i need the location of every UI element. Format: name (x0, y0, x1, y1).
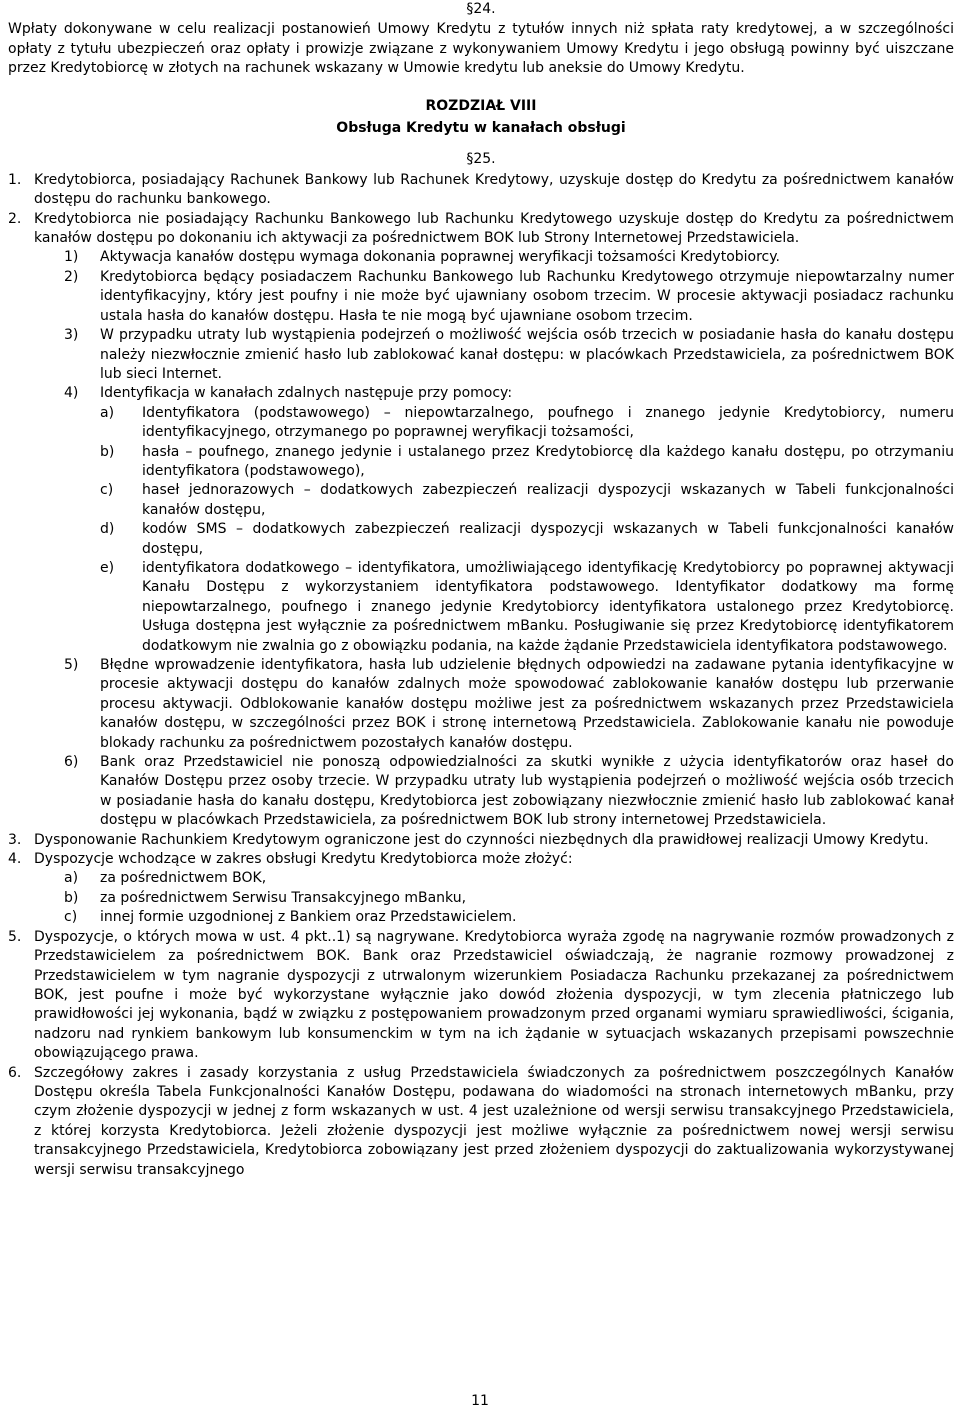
sub-list-item: 6) Bank oraz Przedstawiciel nie ponoszą odpowiedzialności za skutki wynikłe z użycia identyfikatorów oraz haseł do Kanałów Dostępu przez osoby trzecie. W przypadku utraty lub wystąpienia podejrzeń o możliwość wejścia osób trzecich w posiadanie hasła do kanału dostępu, Kredytobiorca jest zobowiązany niezwłocznie zmienić hasło lub zablokować kanał dostępu w placówkach Przedstawiciela, za pośrednictwem BOK lub strony internetowej Przedstawiciela. (64, 754, 954, 829)
identification-item: a) Identyfikatora (podstawowego) – niepowtarzalnego, poufnego i znanego jedynie Kredytobiorcy, numeru identyfikacyjnego, otrzymanego po poprawnej weryfikacji tożsamości, (100, 404, 954, 441)
channel-item: b) za pośrednictwem Serwisu Transakcyjnego mBanku, (64, 889, 467, 906)
sub-list-item: 1) Aktywacja kanałów dostępu wymaga dokonania poprawnej weryfikacji tożsamości Kredytobiorcy. (64, 249, 780, 266)
chapter-subtitle: Obsługa Kredytu w kanałach obsługi (336, 120, 626, 137)
identification-item: d) kodów SMS – dodatkowych zabezpieczeń realizacji dyspozycji wskazanych w Tabeli funkcjonalności kanałów dostępu, (100, 521, 954, 557)
channel-item: a) za pośrednictwem BOK, (64, 870, 267, 887)
chapter-heading (8, 97, 954, 139)
list-item: 4. Dyspozycje wchodzące w zakres obsługi Kredytu Kredytobiorca może złożyć: (8, 851, 573, 868)
identification-item: c) haseł jednorazowych – dodatkowych zabezpieczeń realizacji dyspozycji wskazanych w Tabeli funkcjonalności kanałów dostępu, (100, 482, 954, 518)
paragraph-24-text: Wpłaty dokonywane w celu realizacji postanowień Umowy Kredytu z tytułów innych niż spłata raty kredytowej, a w szczególności opłaty z tytułu ubezpieczeń oraz opłaty i prowizje związane z wykonywaniem Umowy Kredytu i jego obsługą powinny być uiszczane przez Kredytobiorcę w złotych na rachunek wskazany w Umowie kredytu lub aneksie do Umowy Kredytu. (8, 21, 954, 77)
paragraph-24-heading: §24. (466, 1, 496, 17)
sub-list-item: 2) Kredytobiorca będący posiadaczem Rachunku Bankowego lub Rachunku Kredytowego otrzymuje niepowtarzalny numer identyfikacyjny, który jest poufny i nie może być ujawniany osobom trzecim. W procesie aktywacji posiadacz rachunku ustala hasła do kanałów dostępu. Hasła te nie mogą być ujawniane osobom trzecim. (64, 268, 954, 324)
page-number: 11 (471, 1393, 489, 1409)
list-item: 5. Dyspozycje, o których mowa w ust. 4 pkt..1) są nagrywane. Kredytobiorca wyraża zgodę na nagrywanie rozmów prowadzonych z Przedstawicielem za pośrednictwem BOK. Bank oraz Przedstawiciel oświadczają, że nagranie rozmowy prowadzonej z Przedstawicielem w tym nagranie dyspozycji z utrwalonym wizerunkiem Posiadacza Rachunku przekazanej za pośrednictwem BOK, jest poufne i może być wykorzystane wyłącznie jako dowód złożenia dyspozycji, w tym zlecenia płatniczego lub prawidłowości jej wykonania, bądź w związku z postępowaniem prowadzonym przed organami wymiaru sprawiedliwości, ścigania, nadzoru nad rynkiem bankowym lub konsumenckim w tym na ich żądanie w sytuacjach wskazanych przepisami powszechnie obowiązującego prawa. (8, 928, 954, 1062)
sub-list-item: 4) Identyfikacja w kanałach zdalnych następuje przy pomocy: (64, 385, 513, 402)
identification-item: e) identyfikatora dodatkowego – identyfikatora, umożliwiającego identyfikację Kredytobiorcy po poprawnej aktywacji Kanału Dostępu z wykorzystaniem identyfikatora podstawowego. Identyfikator dodatkowy ma formę niepowtarzalnego, poufnego i znanego jedynie Kredytobiorcy identyfikatora ustalonego przez Kredytobiorcę. Usługa dostępna jest wyłącznie za pośrednictwem mBanku. Posługiwanie się przez Kredytobiorcę identyfikatorem dodatkowym nie zwalnia go z obowiązku podania, na każde żądanie Przedstawiciela identyfikatora podstawowego. (100, 559, 954, 654)
sub-list-item: 5) Błędne wprowadzenie identyfikatora, hasła lub udzielenie błędnych odpowiedzi na zadawane pytania identyfikacyjne w procesie aktywacji dostępu do kanałów zdalnych może spowodować zablokowanie kanałów dostępu lub przerwanie procesu aktywacji. Odblokowanie kanałów dostępu możliwe jest za pośrednictwem wskazanych przez Przedstawiciela kanałów dostępu, w szczególności przez BOK i stronę internetową Przedstawiciela. Zablokowanie kanału nie powoduje blokady rachunku za pośrednictwem pozostałych kanałów dostępu. (64, 657, 954, 751)
sub-list-item: 3) W przypadku utraty lub wystąpienia podejrzeń o możliwość wejścia osób trzecich w posiadanie hasła do kanału dostępu należy niezwłocznie zmienić hasło lub zablokować kanał dostępu: w placówkach Przedstawiciela, za pośrednictwem BOK lub sieci Internet. (64, 327, 954, 382)
list-item: 2. Kredytobiorca nie posiadający Rachunku Bankowego lub Rachunku Kredytowego uzyskuje dostęp do Kredytu za pośrednictwem kanałów dostępu po dokonaniu ich aktywacji za pośrednictwem BOK lub Strony Internetowej Przedstawiciela. (8, 210, 954, 247)
list-item: 3. Dysponowanie Rachunkiem Kredytowym ograniczone jest do czynności niezbędnych dla prawidłowej realizacji Umowy Kredytu. (8, 831, 929, 848)
list-item: 6. Szczegółowy zakres i zasady korzystania z usług Przedstawiciela świadczonych za pośrednictwem poszczególnych Kanałów Dostępu określa Tabela Funkcjonalności Kanałów Dostępu, podawana do wiadomości na stronach internetowych mBanku, przy czym złożenie dyspozycji w jednej z form wskazanych w ust. 4 jest uzależnione od wersji serwisu transakcyjnego Przedstawiciela, z której korzysta Kredytobiorca. Jeżeli złożenie dyspozycji jest możliwe wyłącznie za pośrednictwem nowej wersji serwisu transakcyjnego Przedstawiciela, Kredytobiorca zobowiązany jest przed złożeniem dyspozycji do zaktualizowania wykorzystywanej wersji serwisu transakcyjnego (8, 1064, 954, 1178)
chapter-title: ROZDZIAŁ VIII (425, 97, 537, 114)
paragraph-25-heading: §25. (466, 151, 496, 168)
identification-item: b) hasła – poufnego, znanego jedynie i ustalanego przez Kredytobiorcę dla każdego kanału dostępu, po otrzymaniu identyfikatora (podstawowego), (100, 443, 954, 479)
list-item: 1. Kredytobiorca, posiadający Rachunek Bankowy lub Rachunek Kredytowy, uzyskuje dostęp do Kredytu za pośrednictwem kanałów dostępu do rachunku bankowego. (8, 171, 954, 208)
channel-item: c) innej formie uzgodnionej z Bankiem oraz Przedstawicielem. (64, 909, 517, 926)
